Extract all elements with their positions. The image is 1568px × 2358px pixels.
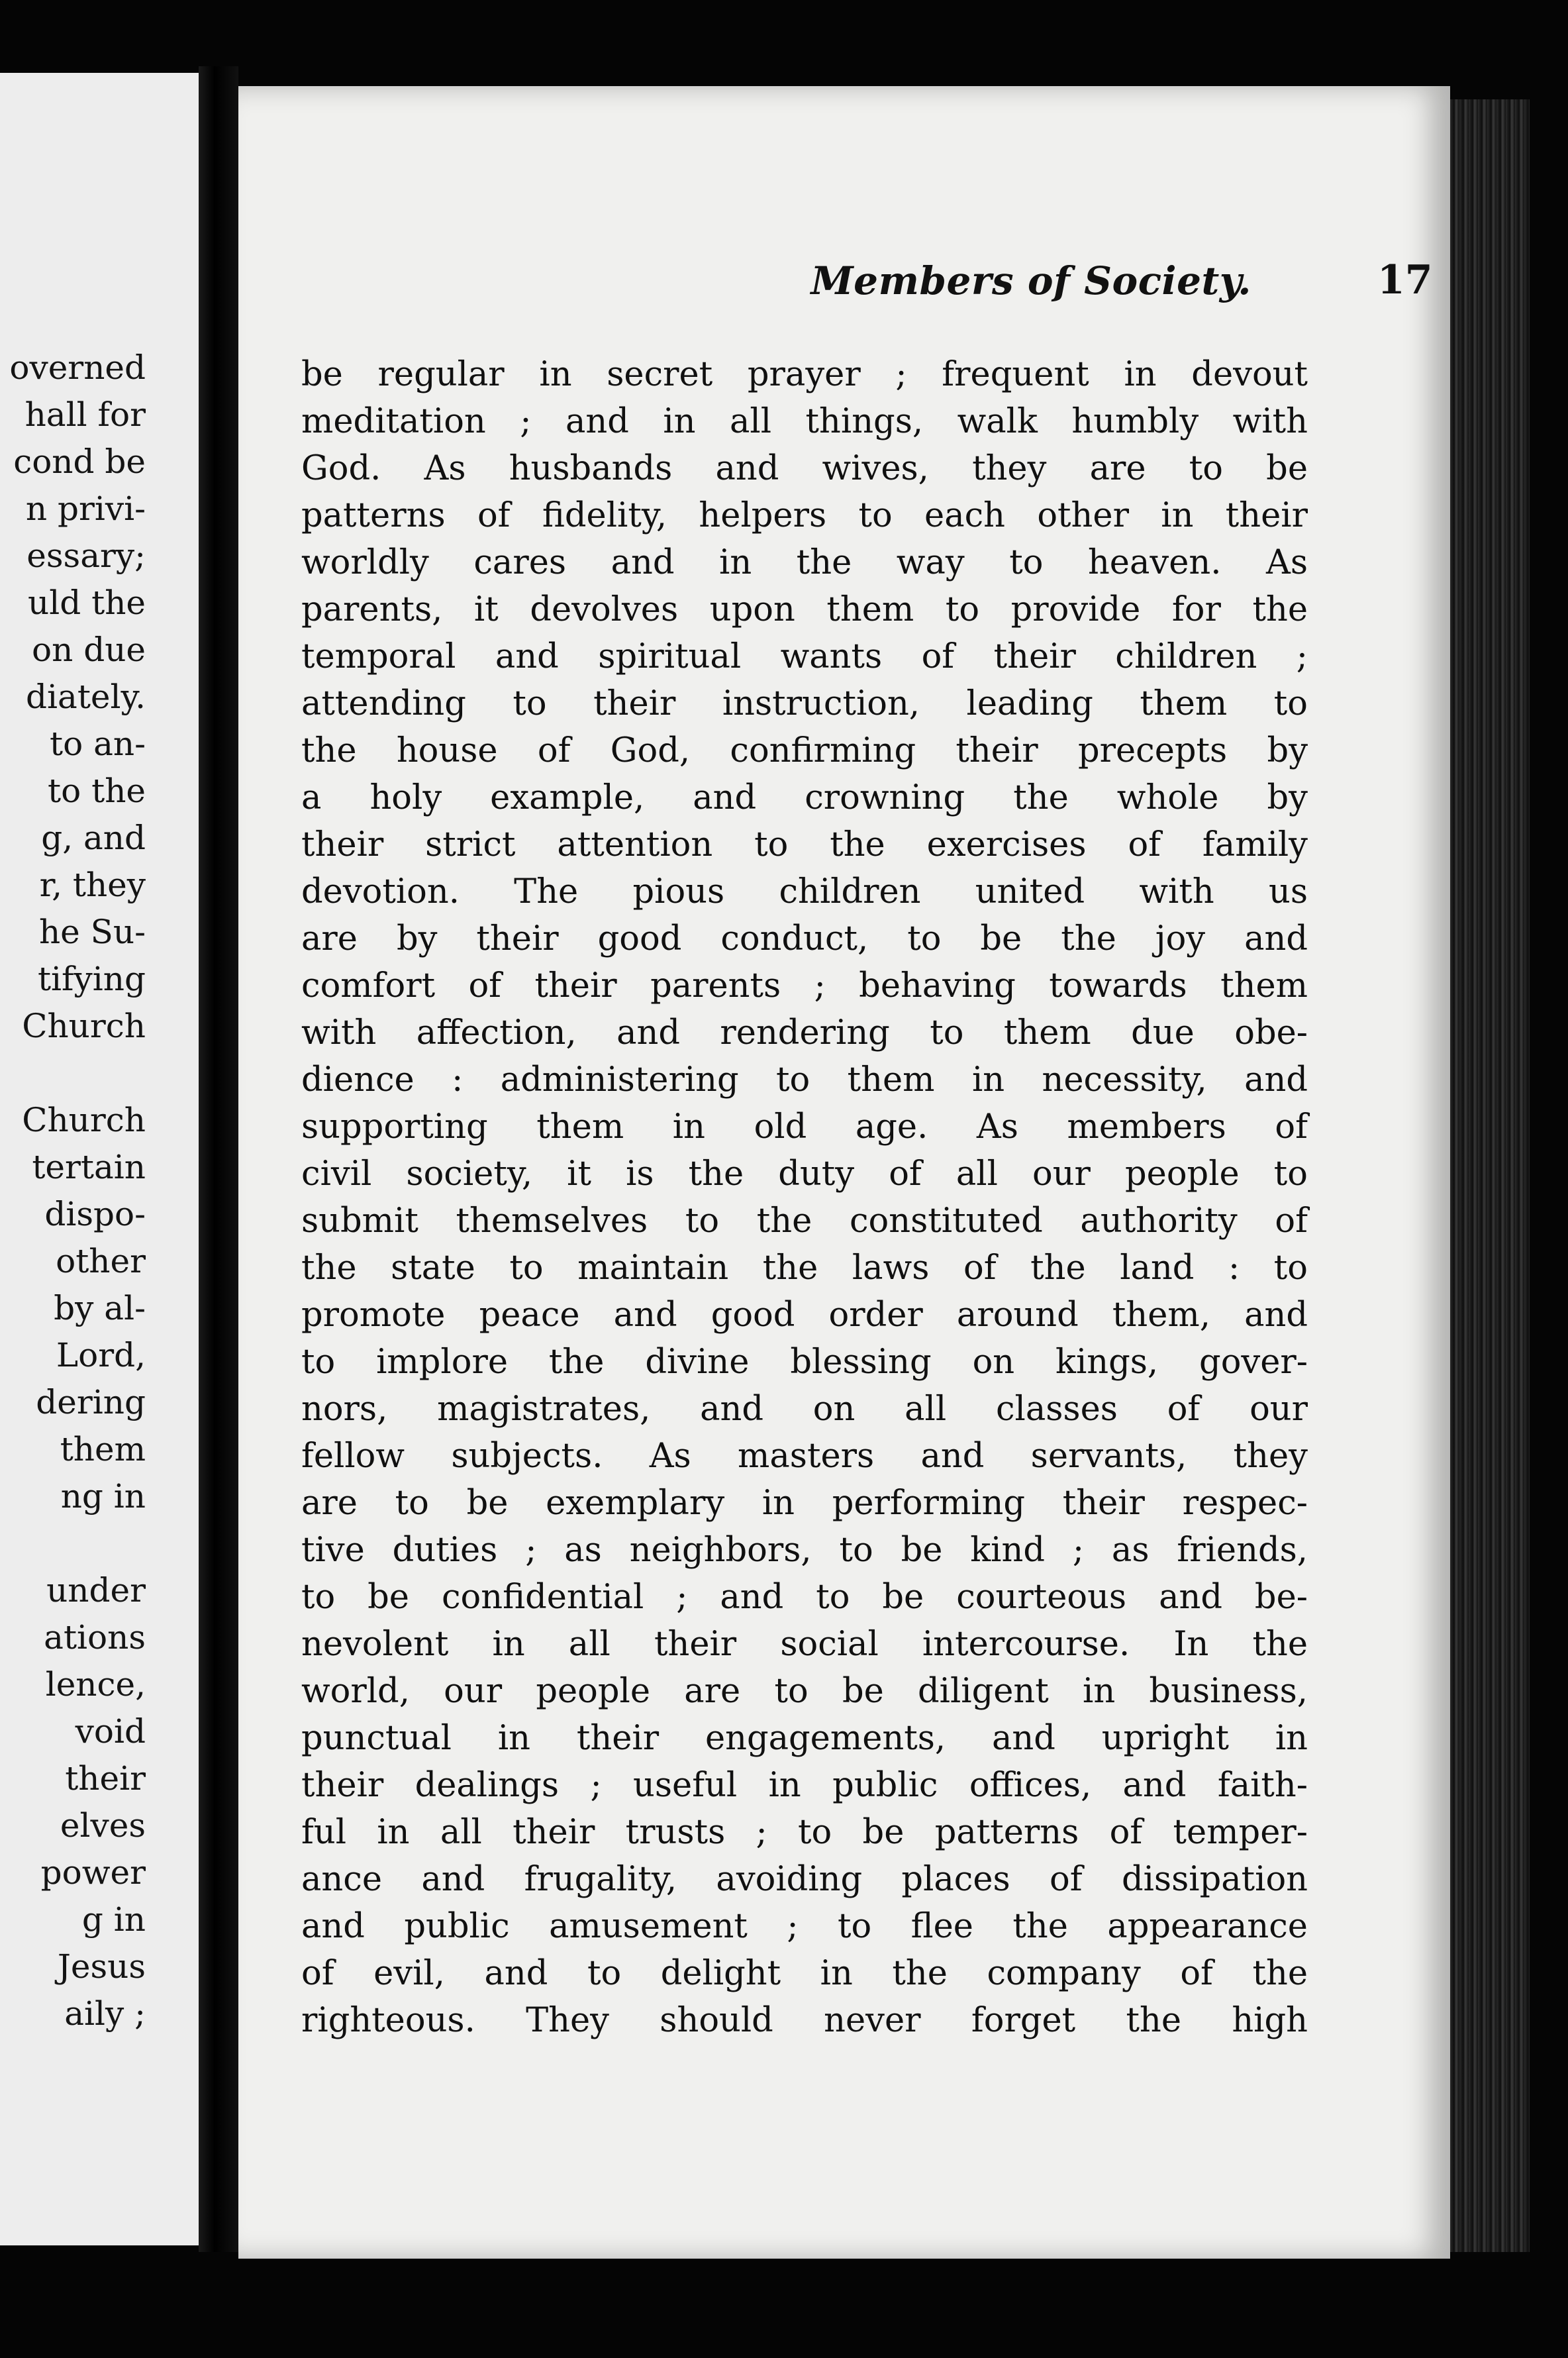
text-line: be regular in secret prayer ; frequent in devout [301,355,1308,394]
facing-line: elves [60,1806,146,1845]
facing-line [0,1050,146,1097]
text-line: fellow subjects. As masters and servants, they [301,1437,1308,1476]
text-line: meditation ; and in all things, walk humbly with [301,402,1308,441]
facing-line: ations [44,1618,146,1657]
text-line: tive duties ; as neighbors, to be kind ; as friends, [301,1531,1308,1570]
facing-line: void [75,1712,146,1751]
text-line: dience : administering to them in necessity, and [301,1060,1308,1100]
facing-line: them [60,1430,146,1468]
facing-page-text [0,344,146,2037]
text-line: ance and frugality, avoiding places of dissipation [301,1860,1308,1899]
text-line: patterns of fidelity, helpers to each other in their [301,496,1308,535]
text-line: their strict attention to the exercises of family [301,825,1308,864]
text-line: the house of God, confirming their precepts by [301,731,1308,770]
facing-line: g, and [41,819,146,857]
facing-line: diately. [26,678,146,716]
page-edge-stack [1450,99,1530,2252]
facing-line: Lord, [56,1336,146,1374]
facing-line: overned [9,348,146,387]
facing-line: by al- [54,1289,146,1327]
text-line: a holy example, and crowning the whole by [301,778,1308,817]
facing-line: cond be [13,442,146,481]
facing-line: lence, [45,1665,146,1704]
text-line: worldly cares and in the way to heaven. As [301,543,1308,582]
facing-line: g in [81,1900,146,1939]
facing-line: tertain [32,1148,146,1186]
text-line: and public amusement ; to flee the appearance [301,1907,1308,1946]
text-line: nors, magistrates, and on all classes of our [301,1390,1308,1429]
text-line: punctual in their engagements, and upright in [301,1719,1308,1758]
facing-line: r, they [39,866,146,904]
facing-line: their [65,1759,146,1798]
facing-line: other [56,1242,146,1280]
text-line: to be confidential ; and to be courteous and be- [301,1578,1308,1617]
facing-line: to the [48,772,146,810]
book-spine-shadow [199,66,238,2252]
text-line: comfort of their parents ; behaving towards them [301,966,1308,1005]
text-line: their dealings ; useful in public offices, and faith- [301,1766,1308,1805]
facing-line: Church [22,1101,146,1139]
facing-line: on due [32,631,146,669]
text-line: nevolent in all their social intercourse. In the [301,1625,1308,1664]
running-head: Members of Society. [810,258,1251,303]
text-line: world, our people are to be diligent in business, [301,1672,1308,1711]
facing-line: tifying [37,960,146,998]
text-line: are to be exemplary in performing their respec- [301,1484,1308,1523]
facing-line: to an- [50,725,146,763]
text-line: parents, it devolves upon them to provide for the [301,590,1308,629]
facing-line [0,1520,146,1567]
facing-line: ng in [60,1477,146,1515]
facing-line: dering [36,1383,146,1421]
text-line: promote peace and good order around them, and [301,1296,1308,1335]
text-line: supporting them in old age. As members of [301,1107,1308,1147]
facing-line: under [46,1571,146,1610]
facing-line: aily ; [64,1994,146,2033]
facing-line: he Su- [38,913,146,951]
facing-line: essary; [26,537,146,575]
facing-line: Church [22,1007,146,1045]
facing-line: dispo- [44,1195,146,1233]
facing-line: hall for [24,395,146,434]
text-line: of evil, and to delight in the company of the [301,1954,1308,1993]
text-line: temporal and spiritual wants of their children ; [301,637,1308,676]
text-line: attending to their instruction, leading them to [301,684,1308,723]
facing-line: n privi- [25,489,146,528]
text-line: are by their good conduct, to be the joy and [301,919,1308,958]
facing-page-fragment [0,73,199,2245]
facing-line: uld the [28,584,146,622]
text-line: to implore the divine blessing on kings, gover- [301,1343,1308,1382]
facing-line: Jesus [57,1947,146,1986]
text-line: the state to maintain the laws of the land : to [301,1249,1308,1288]
text-line: devotion. The pious children united with us [301,872,1308,911]
text-line: ful in all their trusts ; to be patterns of temper- [301,1813,1308,1852]
text-line: God. As husbands and wives, they are to be [301,449,1308,488]
page-body-text [301,351,1308,2044]
text-line: righteous. They should never forget the high [301,2001,1308,2040]
facing-line: power [40,1853,146,1892]
book-page [238,86,1450,2259]
page-number: 17 [1377,257,1433,303]
text-line: submit themselves to the constituted authority of [301,1202,1308,1241]
text-line: with affection, and rendering to them due obe- [301,1013,1308,1052]
text-line: civil society, it is the duty of all our people to [301,1154,1308,1194]
